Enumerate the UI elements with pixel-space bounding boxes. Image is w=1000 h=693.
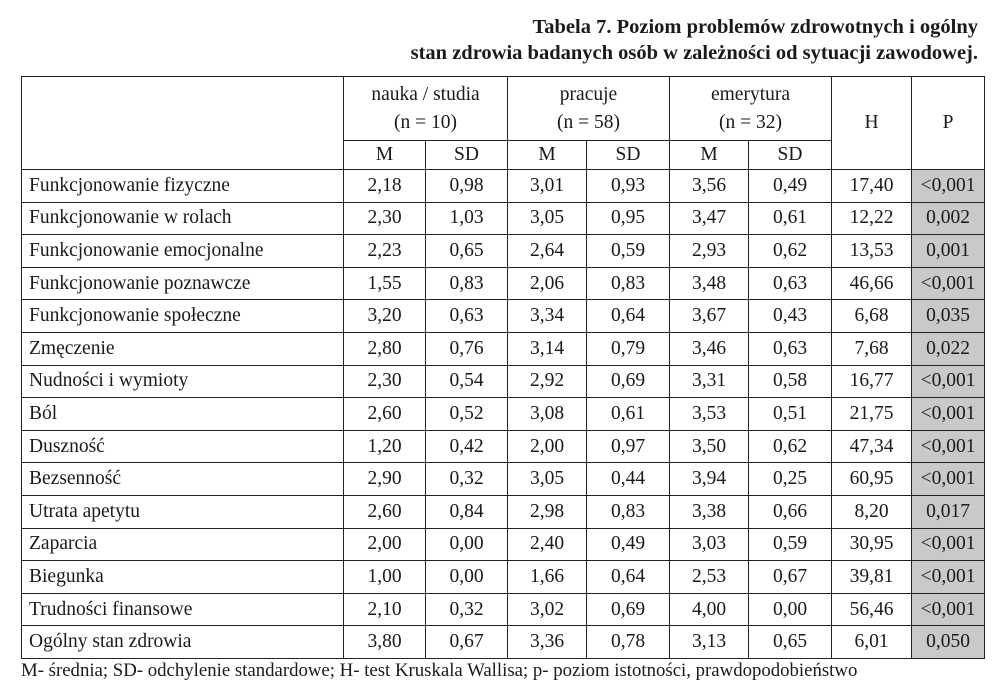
sd-value: 0,62 — [749, 235, 832, 268]
table-row — [22, 463, 985, 496]
m-value: 3,34 — [508, 300, 587, 333]
h-value: 8,20 — [832, 495, 912, 528]
table-row — [22, 202, 985, 235]
m-value: 1,55 — [344, 267, 426, 300]
sd-value: 0,25 — [749, 463, 832, 496]
m-value: 3,50 — [670, 430, 749, 463]
row-label: Trudności finansowe — [22, 593, 344, 626]
m-value: 2,23 — [344, 235, 426, 268]
sd-value: 0,69 — [587, 365, 670, 398]
group-header-retired: emerytura (n = 32) — [670, 77, 832, 141]
h-value: 60,95 — [832, 463, 912, 496]
sd-value: 0,63 — [749, 267, 832, 300]
sd-value: 0,83 — [426, 267, 508, 300]
p-value: 0,022 — [912, 332, 985, 365]
results-table — [21, 76, 985, 659]
sd-value: 0,66 — [749, 495, 832, 528]
m-value: 1,20 — [344, 430, 426, 463]
sd-value: 0,00 — [749, 593, 832, 626]
table-row — [22, 561, 985, 594]
sd-value: 0,00 — [426, 561, 508, 594]
p-value: <0,001 — [912, 561, 985, 594]
sd-value: 0,76 — [426, 332, 508, 365]
sd-value: 0,32 — [426, 593, 508, 626]
h-value: 30,95 — [832, 528, 912, 561]
row-label: Duszność — [22, 430, 344, 463]
h-value: 12,22 — [832, 202, 912, 235]
row-label: Ból — [22, 398, 344, 431]
m-value: 3,05 — [508, 463, 587, 496]
sd-value: 0,79 — [587, 332, 670, 365]
table-row — [22, 267, 985, 300]
m-value: 3,08 — [508, 398, 587, 431]
row-label: Funkcjonowanie społeczne — [22, 300, 344, 333]
sd-value: 0,49 — [587, 528, 670, 561]
sd-value: 0,67 — [749, 561, 832, 594]
sd-value: 0,62 — [749, 430, 832, 463]
p-value: <0,001 — [912, 463, 985, 496]
table-row — [22, 332, 985, 365]
row-label: Zaparcia — [22, 528, 344, 561]
sd-value: 0,83 — [587, 495, 670, 528]
row-label: Funkcjonowanie fizyczne — [22, 170, 344, 203]
row-label: Bezsenność — [22, 463, 344, 496]
h-value: 13,53 — [832, 235, 912, 268]
m-value: 3,13 — [670, 626, 749, 659]
sd-value: 0,98 — [426, 170, 508, 203]
p-value: <0,001 — [912, 365, 985, 398]
row-label: Funkcjonowanie emocjonalne — [22, 235, 344, 268]
sd-value: 0,65 — [426, 235, 508, 268]
h-value: 39,81 — [832, 561, 912, 594]
m-value: 2,30 — [344, 202, 426, 235]
table-row — [22, 365, 985, 398]
m-value: 3,20 — [344, 300, 426, 333]
table-row — [22, 495, 985, 528]
h-value: 16,77 — [832, 365, 912, 398]
sd-header: SD — [426, 141, 508, 170]
h-value: 6,68 — [832, 300, 912, 333]
m-value: 2,92 — [508, 365, 587, 398]
row-label: Funkcjonowanie poznawcze — [22, 267, 344, 300]
m-header: M — [670, 141, 749, 170]
m-value: 2,06 — [508, 267, 587, 300]
sd-value: 0,61 — [587, 398, 670, 431]
h-value: 46,66 — [832, 267, 912, 300]
sd-value: 0,78 — [587, 626, 670, 659]
m-value: 3,67 — [670, 300, 749, 333]
h-header: H — [832, 77, 912, 170]
p-value: <0,001 — [912, 170, 985, 203]
sd-value: 0,65 — [749, 626, 832, 659]
h-value: 56,46 — [832, 593, 912, 626]
m-value: 3,02 — [508, 593, 587, 626]
table-row — [22, 170, 985, 203]
m-value: 2,64 — [508, 235, 587, 268]
sd-value: 0,32 — [426, 463, 508, 496]
m-value: 3,48 — [670, 267, 749, 300]
table-row — [22, 398, 985, 431]
sd-value: 0,54 — [426, 365, 508, 398]
p-value: 0,002 — [912, 202, 985, 235]
m-value: 3,38 — [670, 495, 749, 528]
m-value: 3,53 — [670, 398, 749, 431]
p-header: P — [912, 77, 985, 170]
p-value: <0,001 — [912, 430, 985, 463]
sd-value: 0,83 — [587, 267, 670, 300]
h-value: 7,68 — [832, 332, 912, 365]
sd-value: 0,69 — [587, 593, 670, 626]
m-value: 2,00 — [344, 528, 426, 561]
m-value: 2,30 — [344, 365, 426, 398]
row-label: Zmęczenie — [22, 332, 344, 365]
sd-header: SD — [749, 141, 832, 170]
m-value: 3,56 — [670, 170, 749, 203]
table-row — [22, 235, 985, 268]
sd-value: 0,42 — [426, 430, 508, 463]
m-value: 3,47 — [670, 202, 749, 235]
sd-value: 0,63 — [426, 300, 508, 333]
m-value: 2,60 — [344, 495, 426, 528]
row-label: Biegunka — [22, 561, 344, 594]
m-value: 2,93 — [670, 235, 749, 268]
p-value: 0,001 — [912, 235, 985, 268]
table-row — [22, 430, 985, 463]
m-value: 3,05 — [508, 202, 587, 235]
m-value: 2,10 — [344, 593, 426, 626]
row-label: Nudności i wymioty — [22, 365, 344, 398]
caption-line-1: Tabela 7. Poziom problemów zdrowotnych i ogólny — [532, 16, 978, 38]
m-value: 3,94 — [670, 463, 749, 496]
row-label: Ogólny stan zdrowia — [22, 626, 344, 659]
m-value: 3,31 — [670, 365, 749, 398]
m-value: 3,14 — [508, 332, 587, 365]
sd-value: 0,00 — [426, 528, 508, 561]
sd-value: 0,63 — [749, 332, 832, 365]
sd-value: 0,97 — [587, 430, 670, 463]
h-value: 47,34 — [832, 430, 912, 463]
row-label: Funkcjonowanie w rolach — [22, 202, 344, 235]
h-value: 21,75 — [832, 398, 912, 431]
h-value: 6,01 — [832, 626, 912, 659]
sd-value: 0,59 — [587, 235, 670, 268]
sd-value: 0,64 — [587, 561, 670, 594]
sd-value: 0,59 — [749, 528, 832, 561]
m-value: 3,03 — [670, 528, 749, 561]
table-row — [22, 593, 985, 626]
sd-value: 0,58 — [749, 365, 832, 398]
m-value: 2,53 — [670, 561, 749, 594]
m-value: 3,46 — [670, 332, 749, 365]
m-value: 2,90 — [344, 463, 426, 496]
h-value: 17,40 — [832, 170, 912, 203]
p-value: <0,001 — [912, 398, 985, 431]
table-caption — [411, 14, 978, 66]
footnote: M- średnia; SD- odchylenie standardowe; H- test Kruskala Wallisa; p- poziom istotności, prawdopodobieństwo — [21, 660, 858, 681]
sd-value: 0,43 — [749, 300, 832, 333]
p-value: 0,017 — [912, 495, 985, 528]
m-value: 1,00 — [344, 561, 426, 594]
p-value: <0,001 — [912, 528, 985, 561]
m-value: 3,80 — [344, 626, 426, 659]
m-value: 4,00 — [670, 593, 749, 626]
table-body — [22, 170, 985, 659]
p-value: <0,001 — [912, 267, 985, 300]
m-value: 2,98 — [508, 495, 587, 528]
m-header: M — [344, 141, 426, 170]
group-header-study: nauka / studia (n = 10) — [344, 77, 508, 141]
sd-header: SD — [587, 141, 670, 170]
m-value: 3,01 — [508, 170, 587, 203]
p-value: <0,001 — [912, 593, 985, 626]
p-value: 0,050 — [912, 626, 985, 659]
sd-value: 0,84 — [426, 495, 508, 528]
p-value: 0,035 — [912, 300, 985, 333]
sd-value: 0,44 — [587, 463, 670, 496]
sd-value: 0,61 — [749, 202, 832, 235]
m-header: M — [508, 141, 587, 170]
table-row — [22, 300, 985, 333]
m-value: 3,36 — [508, 626, 587, 659]
m-value: 1,66 — [508, 561, 587, 594]
sd-value: 0,49 — [749, 170, 832, 203]
row-label: Utrata apetytu — [22, 495, 344, 528]
sd-value: 0,52 — [426, 398, 508, 431]
m-value: 2,18 — [344, 170, 426, 203]
sd-value: 1,03 — [426, 202, 508, 235]
sd-value: 0,67 — [426, 626, 508, 659]
sd-value: 0,51 — [749, 398, 832, 431]
table-row — [22, 626, 985, 659]
m-value: 2,00 — [508, 430, 587, 463]
m-value: 2,60 — [344, 398, 426, 431]
m-value: 2,40 — [508, 528, 587, 561]
group-header-working: pracuje (n = 58) — [508, 77, 670, 141]
row-label-header — [22, 77, 344, 170]
table-row — [22, 528, 985, 561]
sd-value: 0,93 — [587, 170, 670, 203]
m-value: 2,80 — [344, 332, 426, 365]
caption-line-2: stan zdrowia badanych osób w zależności od sytuacji zawodowej. — [410, 42, 978, 64]
sd-value: 0,95 — [587, 202, 670, 235]
sd-value: 0,64 — [587, 300, 670, 333]
